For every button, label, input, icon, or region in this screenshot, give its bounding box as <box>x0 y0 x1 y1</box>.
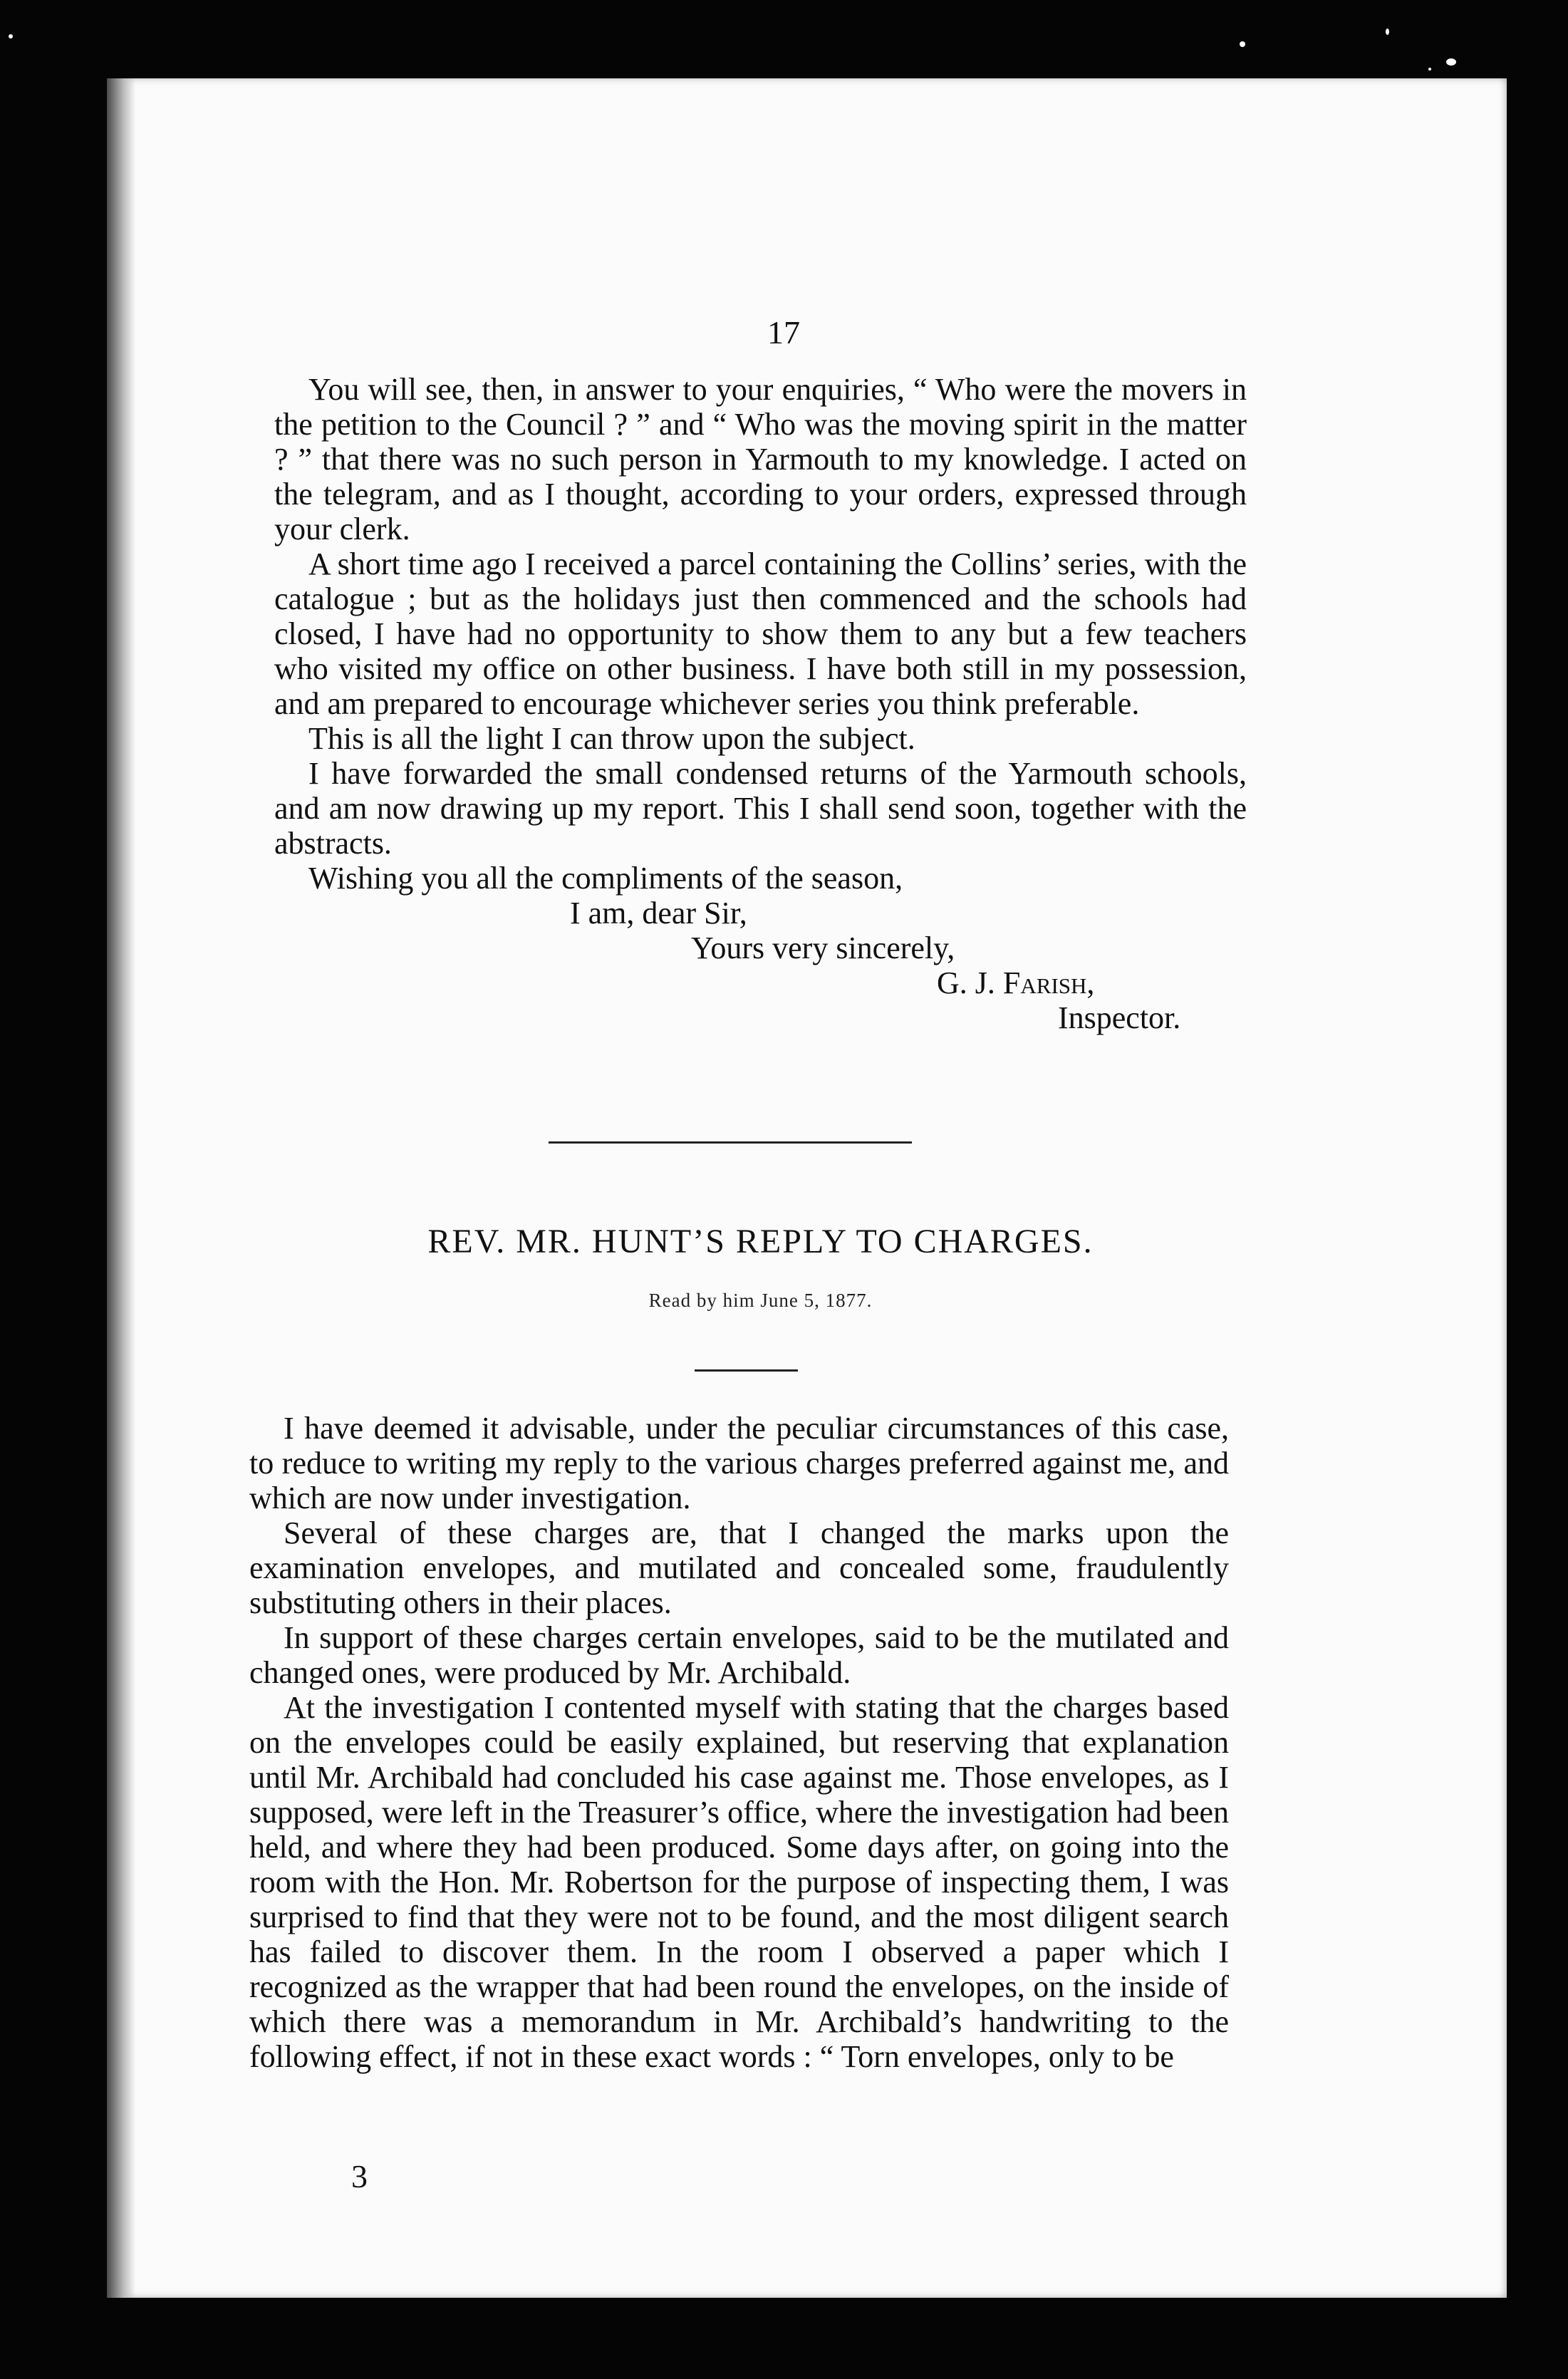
signature-surname: Farish, <box>1002 965 1095 1000</box>
scan-speck <box>1446 58 1456 66</box>
section-divider <box>549 1141 912 1144</box>
letter-closing-valediction: Yours very sincerely, <box>691 931 955 965</box>
letter-signature-name <box>274 965 1247 1000</box>
scan-speck <box>1428 68 1431 71</box>
signature-initials: G. J. <box>937 965 995 1000</box>
reply-body <box>249 1411 1229 2074</box>
reply-paragraph: I have deemed it advisable, under the peculiar circumstances of this case, to reduce to writing my reply to the various charges preferred against me, and which are now under investigation. <box>249 1411 1229 1515</box>
reply-paragraph: In support of these charges certain envelopes, said to be the mutilated and changed ones, were produced by Mr. Archibald. <box>249 1620 1229 1690</box>
section-title: REV. MR. HUNT’S REPLY TO CHARGES. <box>427 1223 1094 1260</box>
scan-speck <box>1386 28 1389 35</box>
letter-body <box>274 372 1247 1035</box>
short-divider <box>695 1369 798 1372</box>
letter-paragraph: You will see, then, in answer to your enquiries, “ Who were the movers in the petition to the Council ? ” and “ Who was the moving spirit in the matter ? ” that there was no such person in Yarmouth to my knowledge. I acted on the telegram, and as I thought, according to your orders, expressed through your clerk. <box>274 372 1247 546</box>
letter-paragraph: This is all the light I can throw upon the subject. <box>308 721 915 756</box>
letter-paragraph: I have forwarded the small condensed returns of the Yarmouth schools, and am now drawing up my report. This I shall send soon, together with the abstracts. <box>274 756 1247 861</box>
letter-signature-title: Inspector. <box>1058 1000 1181 1035</box>
letter-paragraph: A short time ago I received a parcel containing the Collins’ series, with the catalogue ; but as the holidays just then commenced and the schools had closed, I have had no opportunity to show them to any but a few teachers who visited my office on other business. I have both still in my possession, and am prepared to encourage whichever series you think preferable. <box>274 546 1247 721</box>
page-gutter-shadow <box>107 78 135 2298</box>
letter-closing-salutation: I am, dear Sir, <box>570 896 747 931</box>
printer-signature-mark: 3 <box>351 2158 368 2194</box>
reply-paragraph: Several of these charges are, that I changed the marks upon the examination envelopes, and mutilated and concealed some, fraudulently substituting others in their places. <box>249 1515 1229 1620</box>
letter-closing-wishes: Wishing you all the compliments of the season, <box>308 861 903 896</box>
scan-speck <box>9 34 13 38</box>
section-subtitle: Read by him June 5, 1877. <box>648 1290 873 1311</box>
page-number: 17 <box>767 314 800 351</box>
scan-speck <box>1240 41 1245 47</box>
reply-paragraph: At the investigation I contented myself with stating that the charges based on the envelopes could be easily explained, but reserving that explanation until Mr. Archibald had concluded his case against me. Those envelopes, as I supposed, were left in the Treasurer’s office, where the investigation had been held, and where they had been produced. Some days after, on going into the room with the Hon. Mr. Robertson for the purpose of inspecting them, I was surprised to find that they were not to be found, and the most diligent search has failed to discover them. In the room I observed a paper which I recognized as the wrapper that had been round the envelopes, on the inside of which there was a memorandum in Mr. Archibald’s handwriting to the following effect, if not in these exact words : “ Torn envelopes, only to be <box>249 1690 1229 2074</box>
